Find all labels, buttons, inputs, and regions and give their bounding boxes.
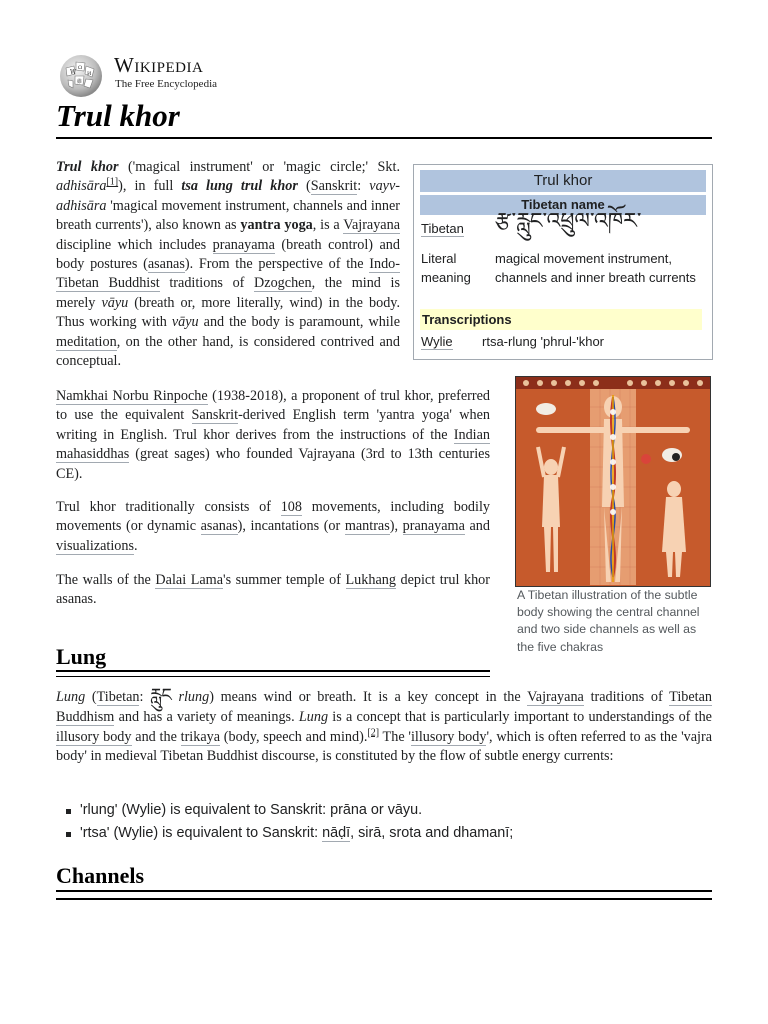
link-sanskrit[interactable]: Sanskrit [310, 178, 358, 195]
link-indian[interactable]: Indian [453, 426, 490, 443]
link-illusory-body[interactable]: illusory body [56, 728, 132, 745]
list-item: 'rtsa' (Wylie) is equivalent to Sanskrit: nāḍī, sirā, srota and dhamanī; [62, 822, 513, 845]
link-mahasiddhas[interactable]: mahasiddhas [56, 446, 130, 463]
infobox-wylie-value: rtsa-rlung 'phrul-'khor [482, 334, 605, 349]
link-indo-tibetan-buddhist[interactable]: Indo-Tibetan Buddhist [56, 256, 400, 292]
title-divider [56, 137, 712, 139]
intro-paragraph: Trul khor ('magical instrument' or 'magic circle;' Skt. adhisāra[1]), in full tsa lung trul khor (Sanskrit: vayv-adhisāra 'magical movement instrument, channels and inner breath currents'), also known as yantra yoga, is a Vajrayana discipline which includes pranayama (breath control) and body postures (asanas). From the perspective of the Indo-Tibetan Buddhist traditions of Dzogchen, the mind is merely vāyu (breath or, more literally, wind) in the body. Thus working with vāyu and the body is paramount, while meditation, on the other hand, is considered contrived and conceptual. [56, 159, 401, 370]
link-namkhai-norbu[interactable]: Namkhai Norbu Rinpoche [56, 388, 208, 404]
page-title: Trul khor [56, 98, 180, 133]
infobox-transcriptions-header: Transcriptions [420, 309, 702, 330]
link-dalai-lama[interactable]: Dalai Lama [155, 572, 224, 588]
link-sanskrit-2[interactable]: Sanskrit [191, 407, 239, 424]
section-divider [56, 676, 490, 677]
section-heading-channels: Channels [56, 863, 145, 888]
link-lukhang[interactable]: Lukhang [345, 572, 396, 588]
link-pranayama[interactable]: pranayama [212, 236, 275, 253]
link-vajrayana[interactable]: Vajrayana [343, 217, 400, 234]
section-divider [56, 890, 712, 892]
infobox-tibetan-label[interactable]: Tibetan [421, 221, 464, 236]
subtle-body-illustration[interactable] [515, 376, 711, 587]
link-tibetan[interactable]: Tibetan [96, 689, 140, 705]
paragraph-lukhang: The walls of the Dalai Lama's summer temple of Lukhang depict trul khor asanas. [56, 572, 491, 608]
infobox [413, 164, 713, 360]
link-pranayama-2[interactable]: pranayama [402, 518, 465, 535]
paragraph-lung: Lung (Tibetan: རླུང rlung) means wind or breath. It is a key concept in the Vajrayana traditions of Tibetan Buddhism and has a variety of meanings. Lung is a concept that is particularly important to understandings of the illusory body and the trikaya (body, speech and mind).[2] The 'illusory body', which is often referred to as the 'vajra body' in medieval Tibetan Buddhist discourse, is constituted by the flow of subtle energy currents: [56, 685, 712, 765]
paragraph-movements: Trul khor traditionally consists of 108 movements, including bodily movements (or dynamic asanas), incantations (or mantras), pranayama and visualizations. [56, 499, 490, 554]
link-visualizations[interactable]: visualizations [56, 537, 135, 554]
link-tibetan-buddhism[interactable]: Tibetan Buddhism [56, 689, 712, 725]
infobox-subheader: Tibetan name [420, 195, 706, 215]
svg-text:維: 維 [77, 79, 83, 85]
infobox-tibetan-value: རྩ་རླུང་འཕྲུལ་འཁོར་ [495, 209, 642, 234]
section-divider [56, 670, 490, 672]
citation-1[interactable]: [1] [106, 176, 119, 188]
svg-text:W: W [70, 69, 77, 76]
link-asanas-2[interactable]: asanas [200, 518, 238, 535]
section-divider [56, 898, 712, 900]
link-vajrayana-2[interactable]: Vajrayana [527, 689, 584, 705]
svg-text:И: И [87, 71, 92, 77]
link-meditation[interactable]: meditation [56, 333, 117, 350]
link-nadi[interactable]: nāḍī [322, 825, 351, 841]
lung-bullet-list [62, 799, 513, 845]
wikipedia-wordmark[interactable]: Wikipedia [114, 53, 204, 77]
figure-caption: A Tibetan illustration of the subtle body showing the central channel and two side channels as well as the five chakras [517, 588, 700, 654]
citation-2[interactable]: [2] [367, 726, 380, 738]
wikipedia-tagline: The Free Encyclopedia [115, 78, 218, 90]
paragraph-namkhai: Namkhai Norbu Rinpoche (1938-2018), a proponent of trul khor, preferred to use the equivalent Sanskrit-derived English term 'yantra yoga' when writing in English. Trul khor derives from the instructions of the Indian mahasiddhas (great sages) who founded Vajrayana (3rd to 13th centuries CE). [56, 388, 490, 482]
infobox-literal-value: magical movement instrument, channels and inner breath currents [495, 251, 696, 285]
link-dzogchen[interactable]: Dzogchen [254, 275, 312, 292]
list-item: 'rlung' (Wylie) is equivalent to Sanskrit: prāna or vāyu. [62, 799, 513, 822]
link-mantras[interactable]: mantras [344, 518, 390, 535]
section-heading-lung: Lung [56, 644, 107, 669]
link-asanas[interactable]: asanas [147, 256, 185, 273]
link-trikaya[interactable]: trikaya [180, 728, 221, 745]
svg-text:Ω: Ω [78, 65, 83, 71]
infobox-title: Trul khor [420, 170, 706, 192]
link-illusory-body-2[interactable]: illusory body [410, 728, 487, 745]
infobox-literal-label: Literal meaning [421, 251, 471, 285]
wikipedia-globe-logo[interactable] [56, 54, 106, 98]
link-108[interactable]: 108 [280, 499, 302, 515]
infobox-wylie-label[interactable]: Wylie [421, 334, 453, 349]
